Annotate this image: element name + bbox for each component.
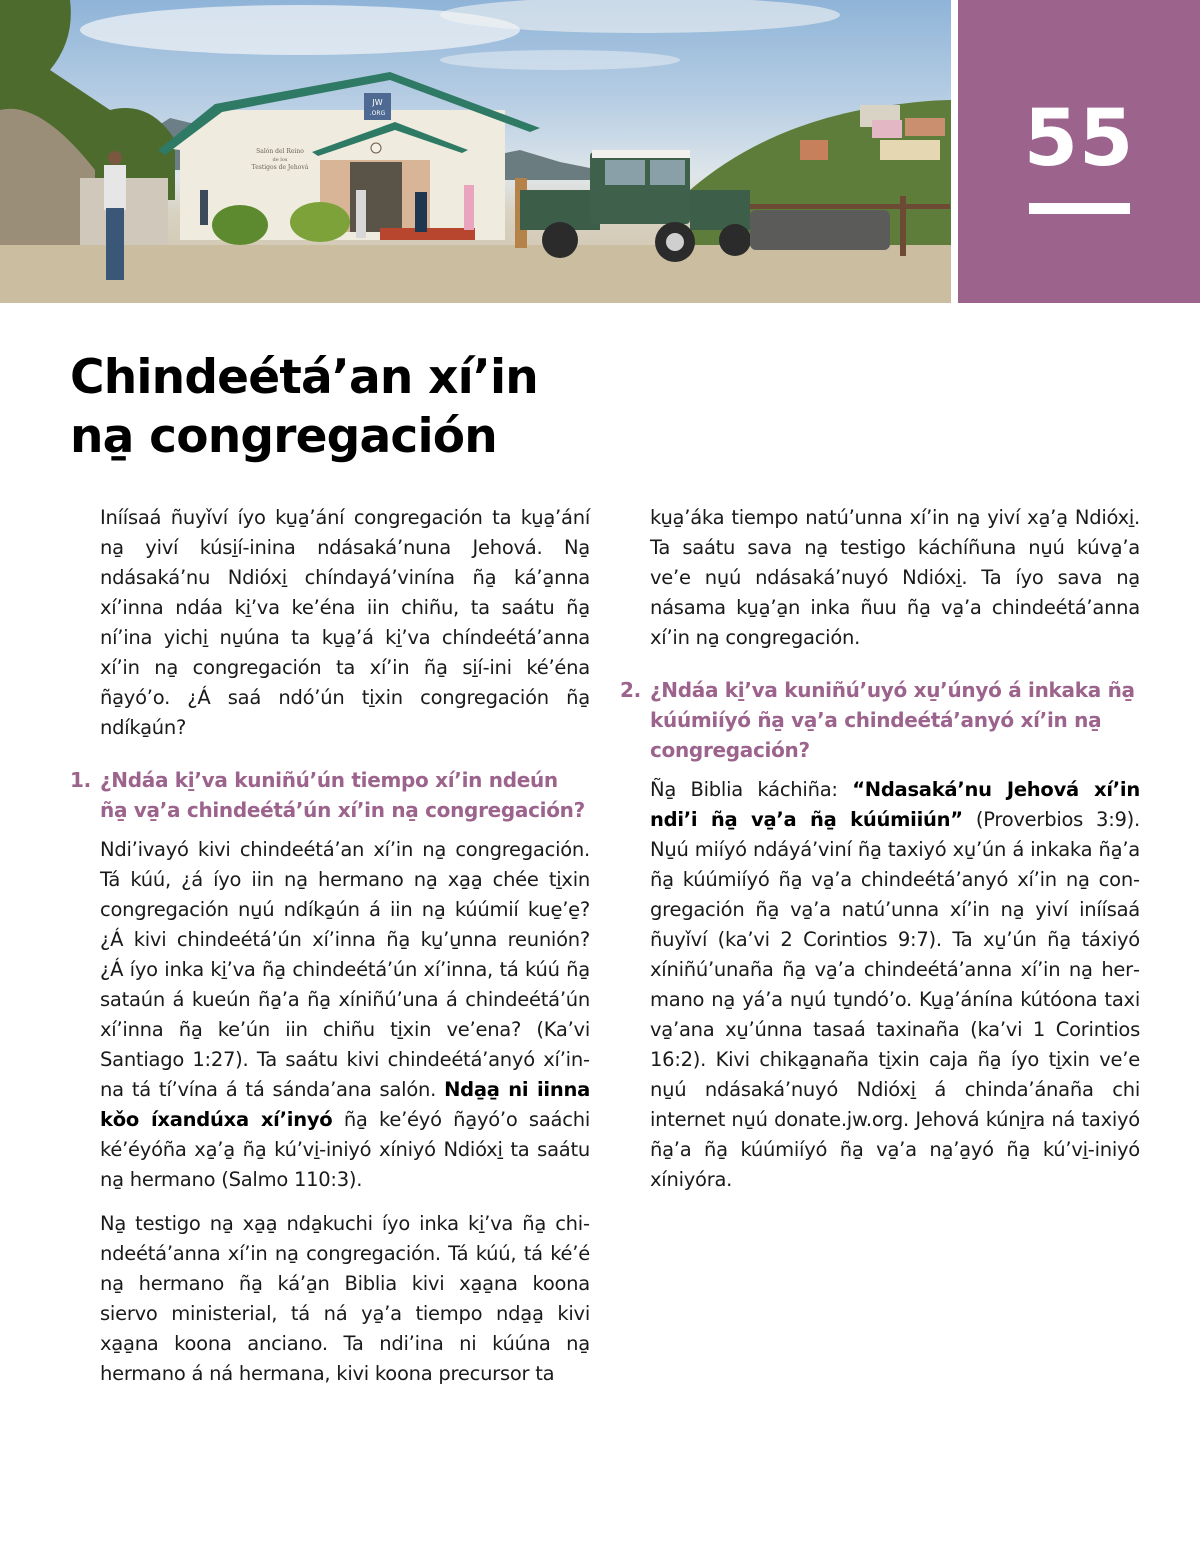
- flower-bed: [380, 228, 475, 240]
- shrub: [290, 202, 350, 242]
- question-number: 2.: [620, 678, 641, 702]
- hero-illustration: [0, 0, 951, 303]
- hero-image: [0, 0, 951, 303]
- section-2-paragraph-1: [650, 775, 1140, 1195]
- sign-line-3: Testigos de Jehová: [251, 164, 309, 171]
- question-number: 1.: [70, 768, 91, 792]
- paragraph-text: Na̱ testigo na̱ xa̱a̱ nda̱kuchi íyo inka ki̱’va ña̱ chindeétá’anna xí’in na̱ congregación. Tá kúú, tá ké’é na̱ hermano ña̱ ká’a̱n Biblia kivi xa̱a̱na koona siervo ministerial, tá ná ya̱’a tiempo nda̱a̱ kivi xa̱a̱na koona anciano. Ta ndi’ina ni kúúna na̱ hermano á ná hermana, kivi koona precursor ta: [100, 1212, 590, 1385]
- section-2-question: [620, 675, 1140, 765]
- left-column: [70, 503, 590, 1403]
- lesson-number-panel: [958, 0, 1200, 303]
- house: [905, 118, 945, 136]
- fence-post: [900, 196, 906, 256]
- logo-line-2: .ORG: [369, 110, 386, 117]
- title-line-1: Chindeétá’an xí’in: [70, 350, 538, 405]
- page-title: [70, 348, 630, 466]
- house: [880, 140, 940, 160]
- paragraph-text: ku̱a̱’áka tiempo natú’unna xí’in na̱ yiví xa̱’a̱ Ndióxi̱. Ta saátu sava na̱ testigo káchíñuna nu̱ú kúva̱’a ve’e nu̱ú ndásaká’nuyó Ndióxi̱. Ta íyo sava na̱ násama ku̱a̱’a̱n inka ñuu ña̱ va̱’a chindeétá’anna xí’in na̱ congregación.: [650, 506, 1140, 649]
- right-column: [620, 503, 1140, 1209]
- cloud: [440, 50, 680, 70]
- fence-rail: [750, 204, 950, 209]
- paragraph-text: (Proverbios 3:9). Nu̱ú miíyó ndáyá’viní ña̱ taxiyó xu̱’ún á inkaka ña̱’a ña̱ kúúmiíyó ña̱ va̱’a chindeétá’anyó xí’in na̱ congregación ña̱ va̱’a natú’unna xí’in na̱ yiví iníísaá ñuyǐví (ka’vi 2 Corintios 9:7). Ta xu̱’ún ña̱ táxiyó xíniñú’unaña ña̱ va̱’a chindeétá’anna xí’in na̱ hermano na̱ yá’a nu̱ú tu̱ndó’o. Ku̱a̱’ánína kútóona taxi va̱’ana xu̱’únna tasaá taxinaña (ka’vi 1 Corintios 16:2). Kivi chika̱a̱naña ti̱xin caja ña̱ íyo ti̱xin ve’e nu̱ú ndásaká’nuyó Ndióxi̱ á chinda’ánaña chi internet nu̱ú donate.jw.org. Jehová kúni̱ra ná taxiyó ña̱’a ña̱ kúúmiíyó ña̱ va̱’a na̱’a̱yó ña̱ kú’vi̱-iniyó xíniyóra.: [650, 808, 1140, 1191]
- paragraph-text: Ndi’ivayó kivi chindeétá’an xí’in na̱ congregación. Tá kúú, ¿á íyo iin na̱ hermano na̱ xa̱a̱ chée ti̱xin congregación nu̱ú ndíka̱ún á iin na̱ kúúmií kue̱’e̱? ¿Á kivi chindeétá’ún xí’inna ña̱ ku̱’u̱nna reunión? ¿Á íyo inka ki̱’va ña̱ chindeétá’ún xí’inna, tá kúú ña̱ sataún á kueún ña̱’a ña̱ xíniñú’una á chindeétá’ún xí’inna ña̱ ke’ún iin chiñu ti̱xin ve’ena? (Ka’vi Santiago 1:27). Ta saátu kivi chindeétá’anyó xí’inna tá tí’vína á tá sánda’ana salón.: [100, 838, 590, 1101]
- title-line-2: na̱ congregación: [70, 409, 497, 464]
- paragraph-text: ña̱ ke’éyó ña̱yó’o saáchi ké’éyóña xa̱’a̱ ña̱ kú’vi̱-iniyó xíniyó Ndióxi̱ ta saátu na̱ hermano (Salmo 110:3).: [100, 1108, 590, 1191]
- sign-line-1: Salón del Reino: [256, 148, 304, 155]
- paragraph-emphasis: Nda̱a̱ ni iinna kǒo íxandúxa xí’inyó: [100, 1078, 591, 1131]
- house: [872, 120, 902, 138]
- section-1-paragraph-2: [100, 1209, 590, 1389]
- lesson-number-underline: [1029, 203, 1130, 214]
- stone-wall-right: [750, 210, 890, 250]
- mountain: [495, 150, 600, 180]
- question-text: ¿Ndáa ki̱’va kuniñú’uyó xu̱’únyó á inkaka ña̱ kúúmiíyó ña̱ va̱’a chindeétá’anyó xí’in na̱ congregación?: [650, 678, 1135, 762]
- intro-paragraph: Iníísaá ñuyǐví íyo ku̱a̱’ání congregación ta ku̱a̱’ání na̱ yiví kúsi̱í-inina ndásaká’nuna Jehová. Na̱ ndásaká’nu Ndióxi̱ chíndayá’vinína ña̱ ká’a̱nna xí’inna ndáa ki̱’va ke’éna iin chiñu, ta saátu ña̱ ní’ina yichi̱ nu̱úna ta ku̱a̱’á ki̱’va chíndeétá’anna xí’in na̱ congregación ta xí’in ña̱ si̱í-ini ké’éna ña̱yó’o. ¿Á saá ndó’ún ti̱xin congregación ña̱ ndíka̱ún?: [100, 506, 590, 739]
- ground: [0, 245, 951, 303]
- sign-line-2: de los: [272, 157, 288, 163]
- section-1-paragraph-2-continued: [650, 503, 1140, 653]
- lesson-number: 55: [1023, 94, 1135, 184]
- section-1-question: [70, 765, 590, 825]
- section-1-paragraph-1: [100, 835, 590, 1195]
- logo-line-1: JW: [372, 98, 383, 107]
- clock-icon: [371, 143, 381, 153]
- shrub: [212, 205, 268, 245]
- question-text: ¿Ndáa ki̱’va kuniñú’ún tiempo xí’in ndeún ña̱ va̱’a chindeétá’ún xí’in na̱ congregación?: [100, 768, 585, 822]
- scripture-quote: “Ndasaká’nu Jehová xí’in ndi’i ña̱ va̱’a ña̱ kúúmiiún”: [650, 778, 1140, 831]
- paragraph-text: Ña̱ Biblia káchiña:: [650, 778, 853, 801]
- house: [800, 140, 828, 160]
